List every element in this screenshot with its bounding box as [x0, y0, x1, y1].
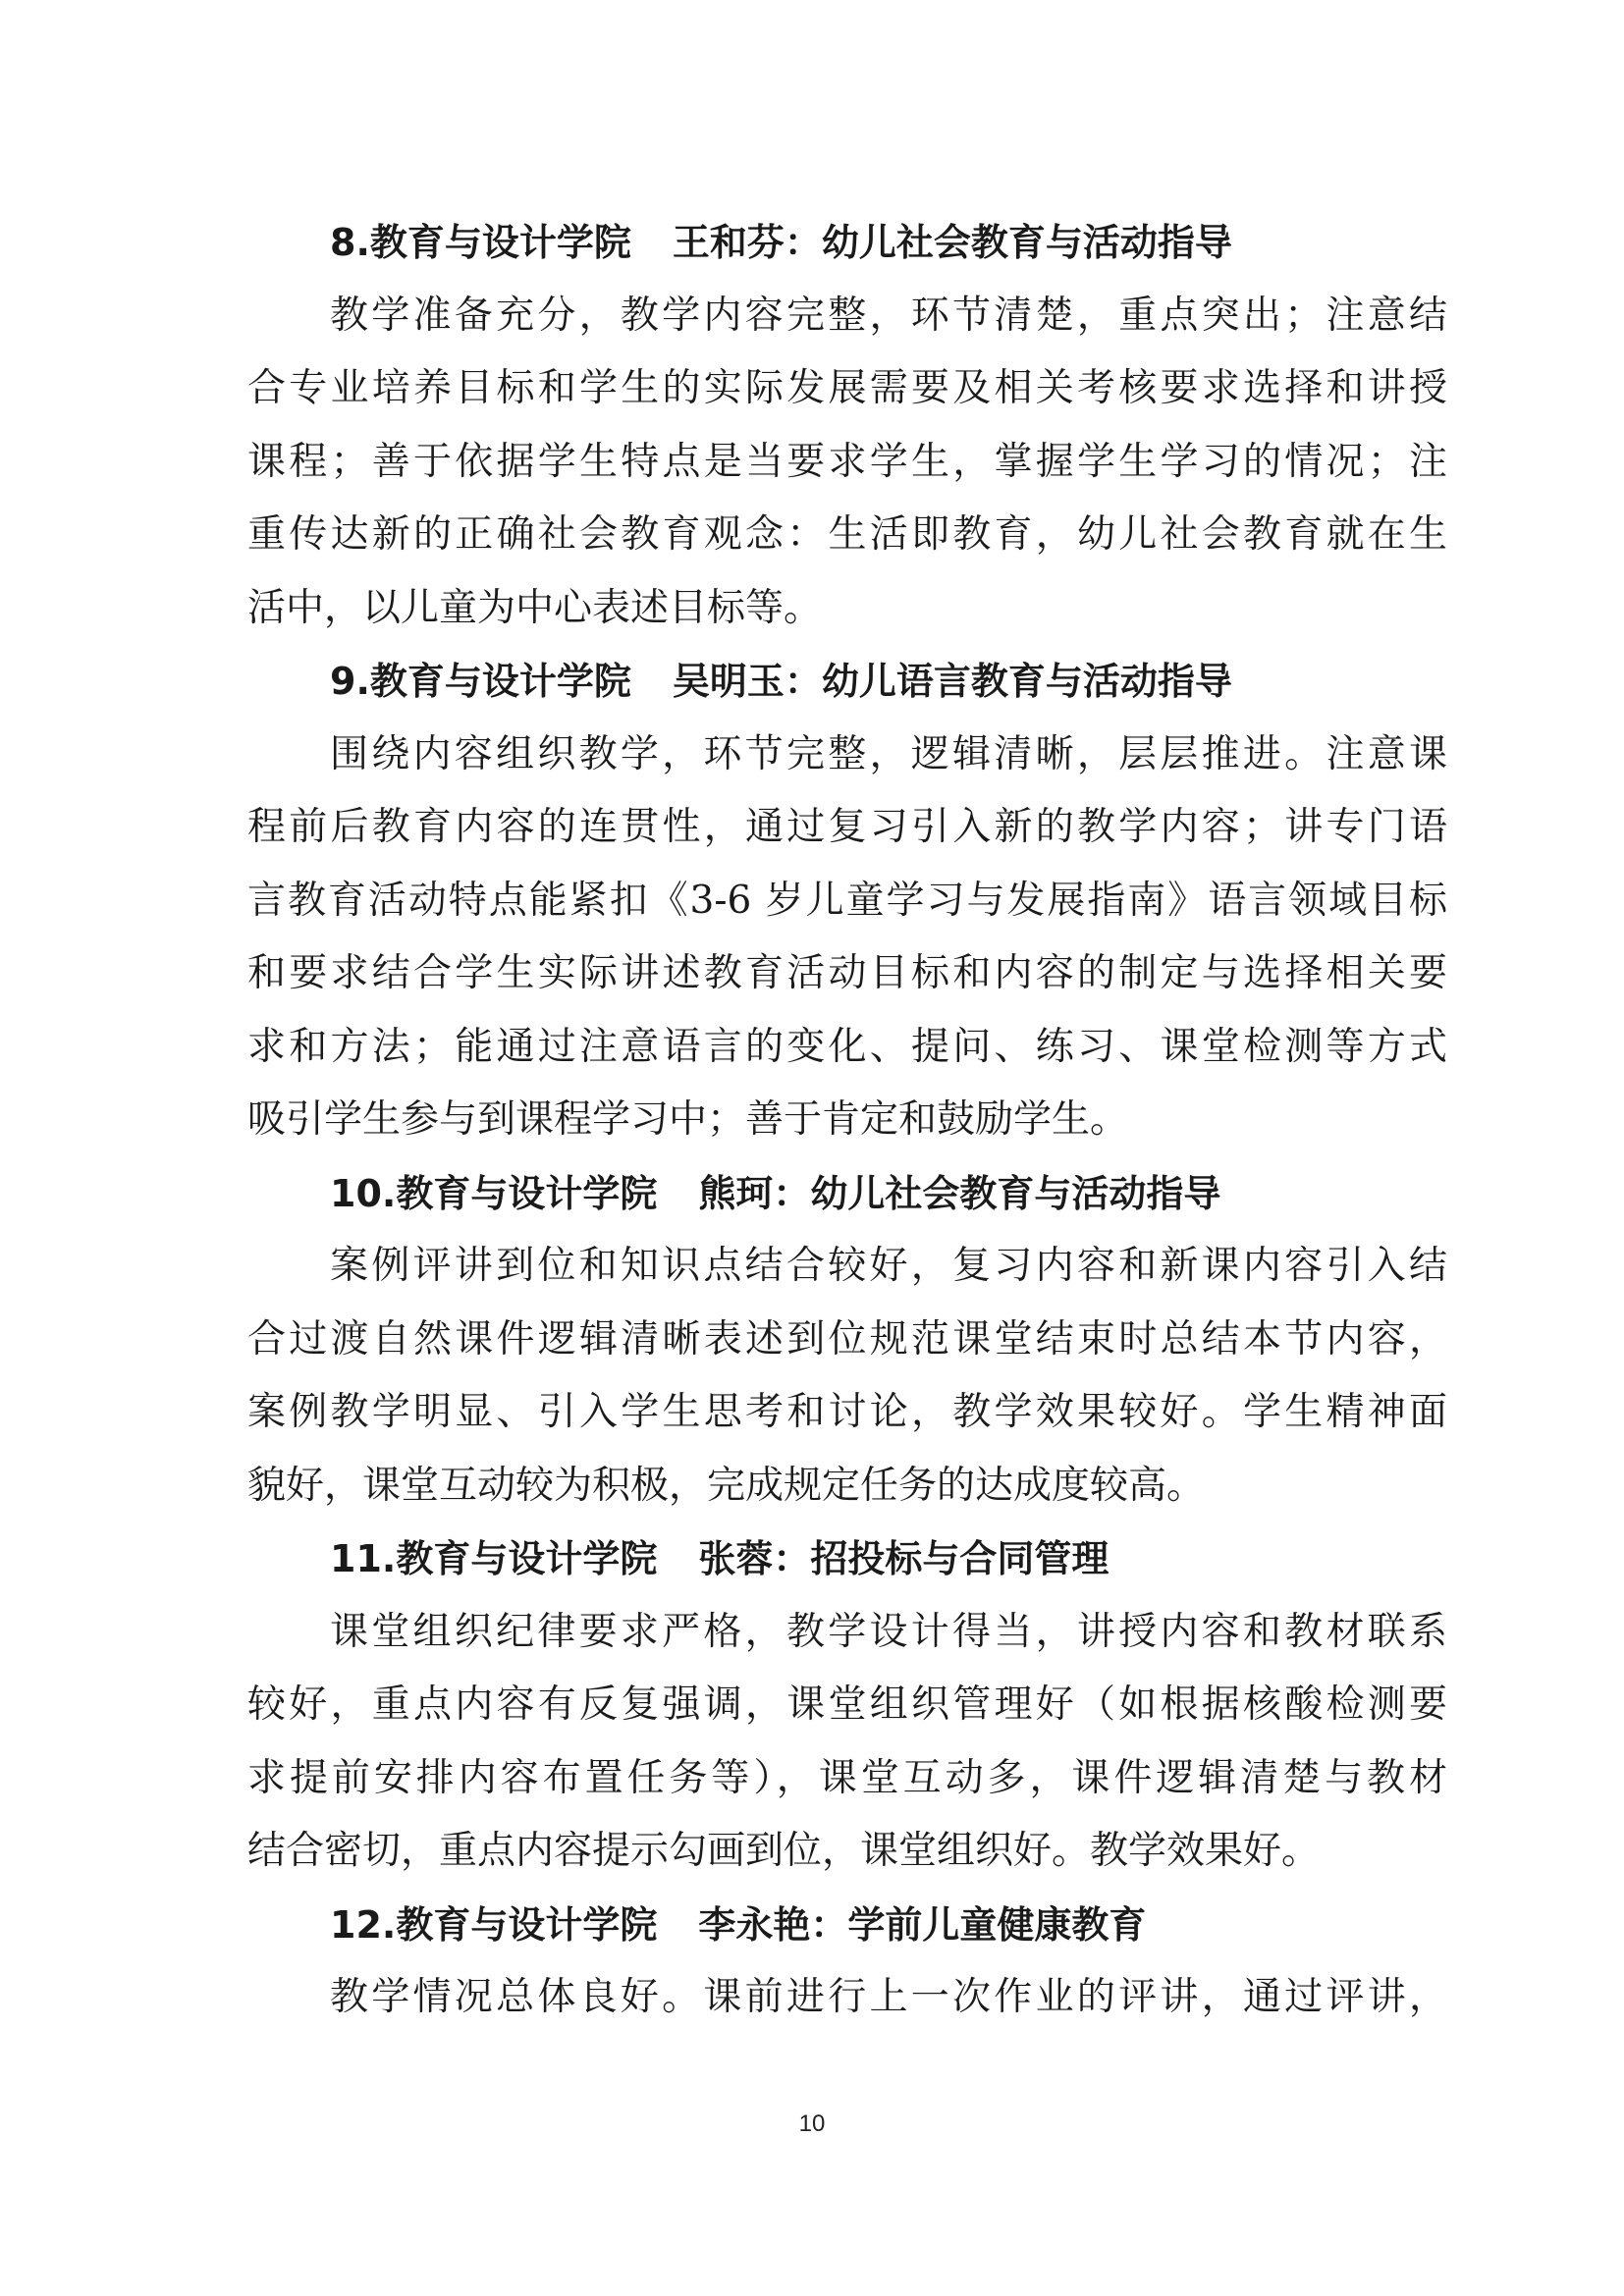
paragraph-line: 教学情况总体良好。课前进行上一次作业的评讲，通过评讲， [330, 1975, 1447, 2019]
paragraph-line: 重传达新的正确社会教育观念：生活即教育，幼儿社会教育就在生 [247, 512, 1447, 557]
paragraph-line: 案例教学明显、引入学生思考和讨论，教学效果较好。学生精神面 [247, 1390, 1447, 1434]
teacher-name: 王和芬 [672, 221, 785, 264]
document-body [247, 206, 1447, 2035]
section-number: 10. [330, 1171, 397, 1215]
paragraph-line: 言教育活动特点能紧扣《3-6 岁儿童学习与发展指南》语言领域目标 [247, 878, 1447, 923]
paragraph-line: 和要求结合学生实际讲述教育活动目标和内容的制定与选择相关要 [247, 951, 1447, 995]
department-name: 教育与设计学院 [369, 660, 631, 703]
department-name: 教育与设计学院 [396, 1537, 658, 1580]
department-name: 教育与设计学院 [396, 1902, 658, 1947]
paragraph-line: 合过渡自然课件逻辑清晰表述到位规范课堂结束时总结本节内容， [247, 1316, 1447, 1362]
section-heading-9 [247, 645, 1447, 719]
paragraph-line: 求和方法；能通过注意语言的变化、提问、练习、课堂检测等方式 [247, 1024, 1447, 1069]
teacher-name: 张蓉 [698, 1537, 774, 1580]
paragraph-line: 较好，重点内容有反复强调，课堂组织管理好（如根据核酸检测要 [247, 1682, 1447, 1727]
paragraph-line: 教学准备充分，教学内容完整，环节清楚，重点突出；注意结 [330, 293, 1447, 338]
section-heading-8 [247, 206, 1447, 280]
course-name: ：学前儿童健康教育 [810, 1902, 1147, 1947]
teacher-name: 熊珂 [698, 1171, 774, 1215]
section-number: 9. [330, 660, 370, 703]
department-name: 教育与设计学院 [369, 221, 631, 264]
paragraph-line: 结合密切，重点内容提示勾画到位，课堂组织好。教学效果好。 [247, 1829, 1321, 1873]
paragraph-line: 围绕内容组织教学，环节完整，逻辑清晰，层层推进。注意课 [330, 731, 1447, 776]
teacher-name: 吴明玉 [672, 660, 785, 703]
paragraph-line: 吸引学生参与到课程学习中；善于肯定和鼓励学生。 [247, 1097, 1129, 1142]
paragraph-line: 课堂组织纪律要求严格，教学设计得当，讲授内容和教材联系 [330, 1609, 1447, 1654]
paragraph-line: 案例评讲到位和知识点结合较好，复习内容和新课内容引入结 [330, 1244, 1447, 1288]
department-name: 教育与设计学院 [396, 1171, 658, 1215]
section-heading-12 [247, 1889, 1447, 1962]
course-name: ：幼儿社会教育与活动指导 [784, 221, 1232, 264]
paragraph-line: 貌好，课堂互动较为积极，完成规定任务的达成度较高。 [247, 1463, 1206, 1508]
page-number: 10 [798, 2110, 826, 2137]
course-name: ：招投标与合同管理 [773, 1537, 1110, 1580]
section-number: 11. [330, 1537, 397, 1580]
section-number: 8. [330, 221, 370, 264]
section-heading-10 [247, 1157, 1447, 1231]
course-name: ：幼儿语言教育与活动指导 [784, 660, 1232, 703]
paragraph-line: 求提前安排内容布置任务等），课堂互动多，课件逻辑清楚与教材 [247, 1755, 1447, 1800]
section-number: 12. [330, 1902, 397, 1947]
paragraph-line: 程前后教育内容的连贯性，通过复习引入新的教学内容；讲专门语 [247, 805, 1447, 849]
paragraph-line: 合专业培养目标和学生的实际发展需要及相关考核要求选择和讲授 [247, 366, 1447, 410]
paragraph-line: 课程；善于依据学生特点是当要求学生，掌握学生学习的情况；注 [247, 439, 1447, 484]
teacher-name: 李永艳 [698, 1902, 811, 1947]
section-heading-11 [247, 1522, 1447, 1596]
paragraph-line: 活中，以儿童为中心表述目标等。 [247, 585, 823, 630]
course-name: ：幼儿社会教育与活动指导 [773, 1171, 1221, 1215]
